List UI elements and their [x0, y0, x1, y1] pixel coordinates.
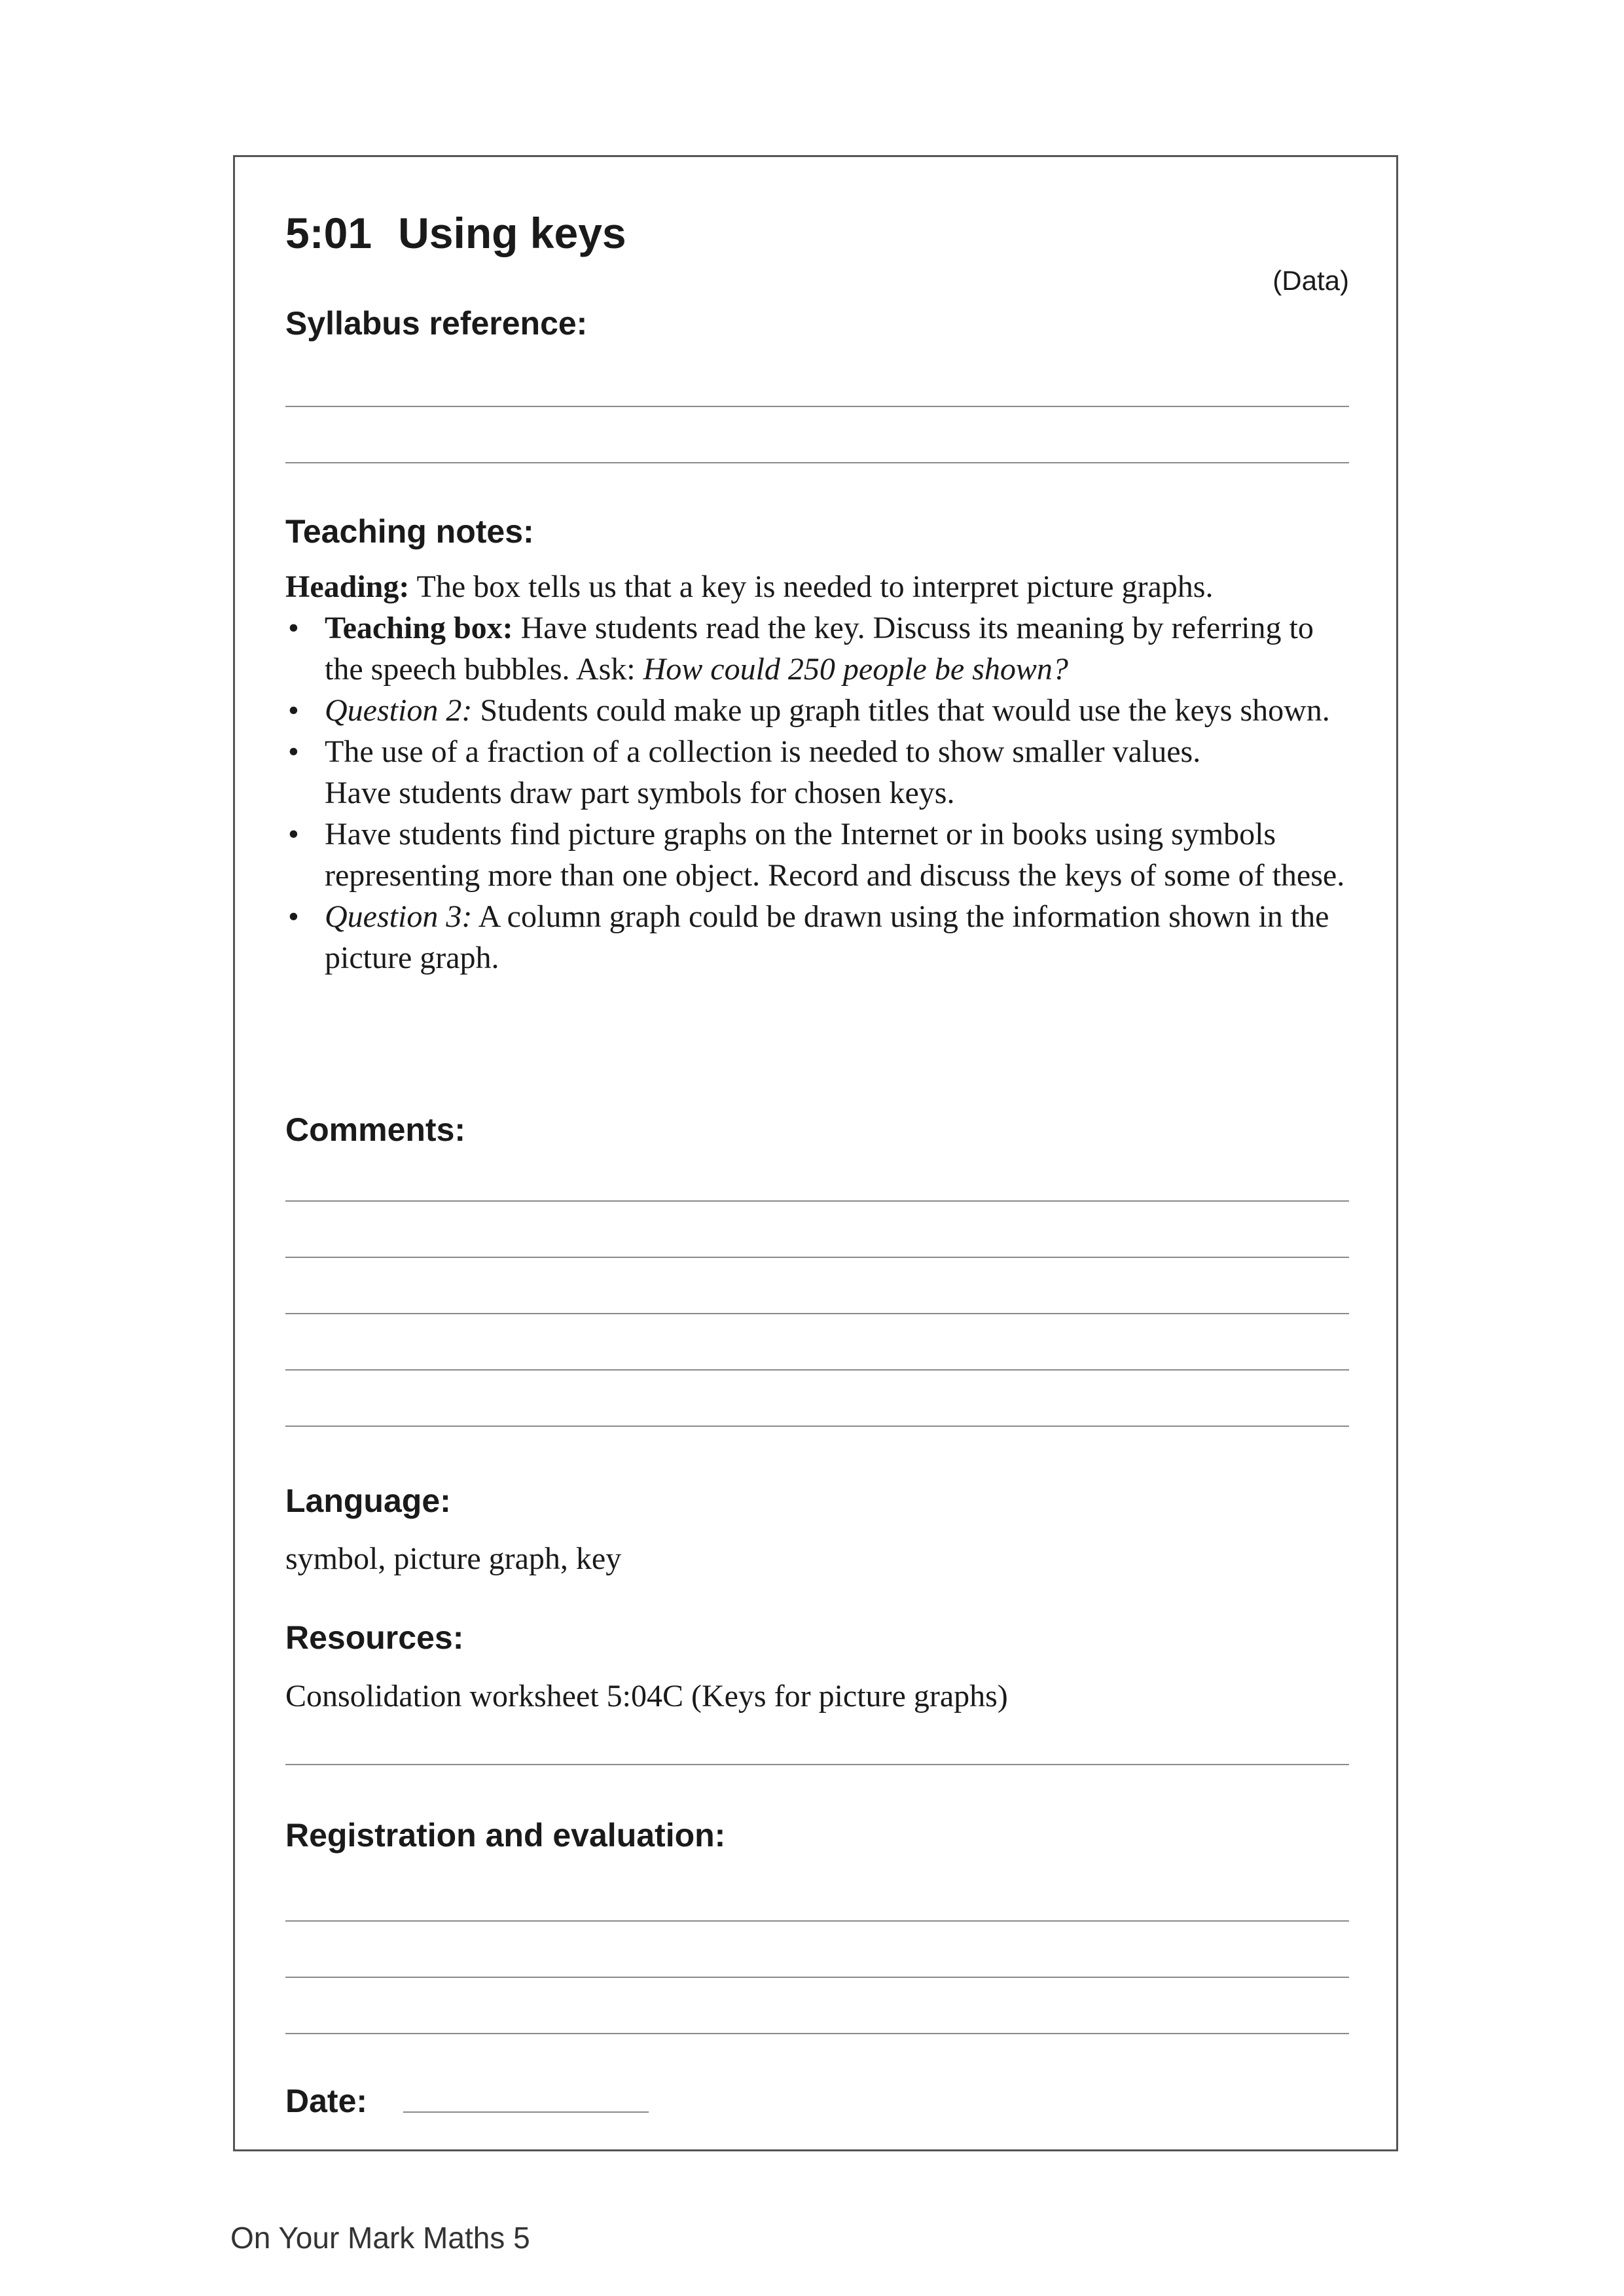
- bullet-text: A column graph could be drawn using the information shown in the picture graph.: [325, 899, 1329, 975]
- bullet-italic-label: Question 2:: [325, 693, 473, 728]
- teaching-notes-list: [285, 607, 1359, 978]
- resources-text: Consolidation worksheet 5:04C (Keys for picture graphs): [285, 1679, 1008, 1713]
- heading-label: Heading:: [285, 569, 410, 604]
- registration-heading: Registration and evaluation:: [285, 1817, 726, 1854]
- date-label: Date:: [285, 2083, 368, 2119]
- list-item: [285, 896, 1359, 978]
- comments-heading: Comments:: [285, 1111, 466, 1148]
- bullet-text: The use of a fraction of a collection is needed to show smaller values.: [325, 734, 1201, 769]
- syllabus-reference-heading: Syllabus reference:: [285, 305, 588, 342]
- list-item: [285, 731, 1359, 814]
- bullet-text: Have students read the key. Discuss its meaning by referring to the speech bubbles. Ask:: [325, 611, 1314, 687]
- teaching-notes-heading: Teaching notes:: [285, 513, 534, 550]
- teaching-notes-body: [285, 566, 1359, 978]
- list-item: [285, 607, 1359, 690]
- list-item: [285, 814, 1359, 896]
- bullet-text: Have students draw part symbols for chosen keys.: [325, 776, 955, 810]
- registration-line-2: [285, 1977, 1349, 1978]
- syllabus-line-1: [285, 406, 1349, 407]
- comments-line-1: [285, 1200, 1349, 1202]
- footer-text: On Your Mark Maths 5: [230, 2221, 530, 2255]
- comments-line-3: [285, 1313, 1349, 1314]
- registration-line-1: [285, 1920, 1349, 1922]
- bullet-text: Have students find picture graphs on the Internet or in books using symbols representing more than one object. Record and discuss the keys of some of these.: [325, 817, 1345, 893]
- page-title: [285, 208, 626, 258]
- resources-line: [285, 1764, 1349, 1765]
- comments-line-5: [285, 1426, 1349, 1427]
- heading-text: The box tells us that a key is needed to interpret picture graphs.: [409, 569, 1214, 604]
- bullet-italic-label: Question 3:: [325, 899, 473, 934]
- registration-line-3: [285, 2033, 1349, 2034]
- date-line: [403, 2111, 649, 2113]
- bullet-italic-question: How could 250 people be shown?: [643, 652, 1068, 687]
- worksheet-title: Using keys: [398, 209, 626, 257]
- worksheet-number: 5:01: [285, 209, 372, 257]
- syllabus-line-2: [285, 462, 1349, 463]
- teaching-notes-intro: [285, 566, 1359, 607]
- list-item: [285, 690, 1359, 731]
- bullet-bold-label: Teaching box:: [325, 611, 513, 645]
- bullet-text: Students could make up graph titles that would use the keys shown.: [472, 693, 1330, 728]
- language-text: symbol, picture graph, key: [285, 1541, 622, 1576]
- resources-heading: Resources:: [285, 1619, 464, 1656]
- language-heading: Language:: [285, 1482, 451, 1519]
- comments-line-2: [285, 1257, 1349, 1258]
- strand-label: (Data): [1272, 265, 1349, 296]
- comments-line-4: [285, 1369, 1349, 1371]
